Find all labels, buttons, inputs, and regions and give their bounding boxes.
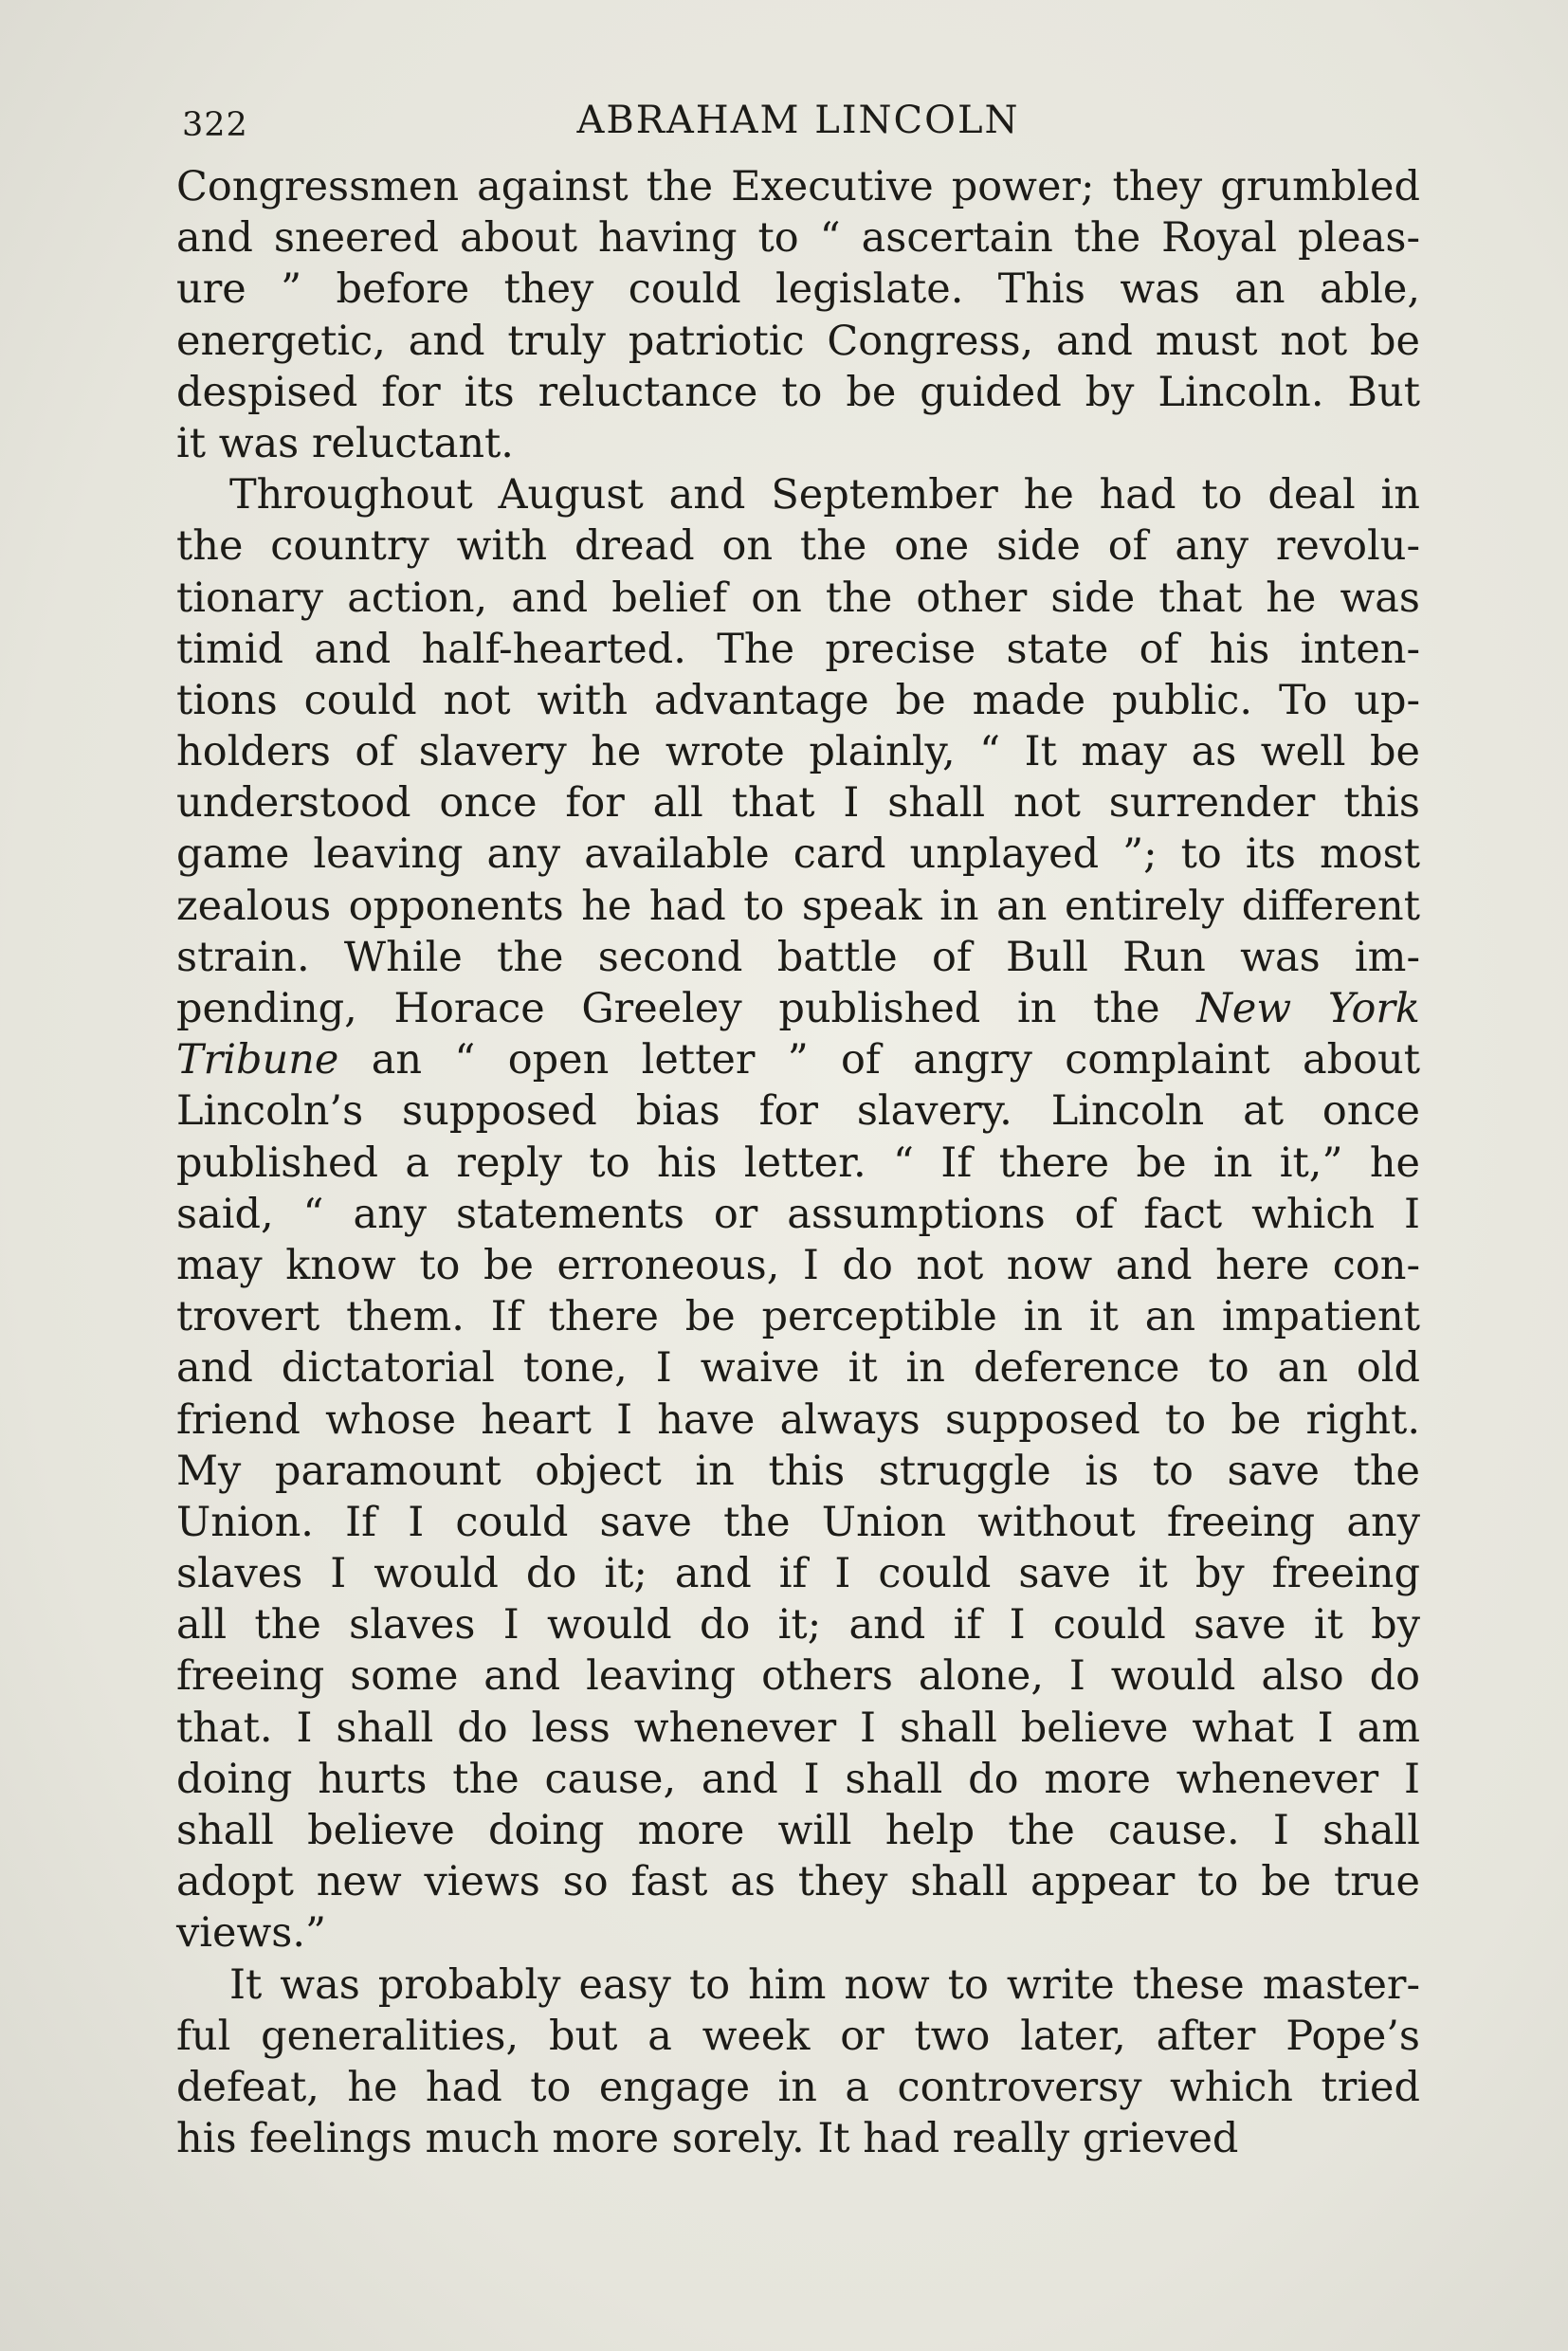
paragraph bbox=[176, 469, 1420, 1959]
text-line: the country with dread on the one side of any revolu- bbox=[176, 522, 1420, 571]
text-line: freeing some and leaving others alone, I would also do bbox=[176, 1652, 1420, 1701]
text-line: ful generalities, but a week or two later, after Pope’s bbox=[176, 2012, 1420, 2060]
text-line: it was reluctant. bbox=[176, 419, 514, 467]
text-line: published a reply to his letter. “ If there be in it,” he bbox=[176, 1139, 1420, 1187]
text-line: despised for its reluctance to be guided by Lincoln. But bbox=[176, 368, 1420, 416]
text-line: friend whose heart I have always supposed to be right. bbox=[176, 1395, 1420, 1444]
text-line: zealous opponents he had to speak in an entirely different bbox=[176, 882, 1420, 930]
text-line: tionary action, and belief on the other side that he was bbox=[176, 574, 1420, 622]
text-line: tions could not with advantage be made public. To up- bbox=[176, 676, 1420, 724]
text-line: and dictatorial tone, I waive it in deference to an old bbox=[176, 1344, 1420, 1393]
text-line: Lincoln’s supposed bias for slavery. Lincoln at once bbox=[176, 1087, 1420, 1136]
text-line: that. I shall do less whenever I shall believe what I am bbox=[176, 1704, 1420, 1752]
text-line: views.” bbox=[176, 1909, 327, 1958]
text-line: trovert them. If there be perceptible in it an impatient bbox=[176, 1293, 1420, 1341]
running-title: ABRAHAM LINCOLN bbox=[576, 99, 1020, 142]
text-line: slaves I would do it; and if I could save it by freeing bbox=[176, 1550, 1420, 1598]
text-line: defeat, he had to engage in a controversy which tried bbox=[176, 2063, 1420, 2111]
running-head bbox=[176, 91, 1420, 148]
text-line: Throughout August and September he had to deal in bbox=[229, 471, 1420, 519]
text-line: may know to be erroneous, I do not now and here con- bbox=[176, 1241, 1420, 1289]
body-text bbox=[176, 161, 1420, 2164]
paragraph bbox=[176, 161, 1420, 469]
book-page bbox=[176, 91, 1420, 2224]
text-line: said, “ any statements or assumptions of fact which I bbox=[176, 1190, 1420, 1238]
text-line: Tribune an “ open letter ” of angry complaint about bbox=[176, 1036, 1420, 1084]
text-line: shall believe doing more will help the cause. I shall bbox=[176, 1807, 1420, 1854]
text-line: ure ” before they could legislate. This was an able, bbox=[176, 265, 1420, 314]
text-line: understood once for all that I shall not surrender this bbox=[176, 779, 1420, 828]
text-line: strain. While the second battle of Bull Run was im- bbox=[176, 933, 1420, 981]
text-line: holders of slavery he wrote plainly, “ It may as well be bbox=[176, 728, 1420, 776]
text-line: all the slaves I would do it; and if I could save it by bbox=[176, 1601, 1420, 1649]
text-line: My paramount object in this struggle is to save the bbox=[176, 1447, 1420, 1495]
text-line: game leaving any available card unplayed ”; to its most bbox=[176, 830, 1420, 879]
text-line: his feelings much more sorely. It had really grieved bbox=[176, 2115, 1239, 2163]
text-line: doing hurts the cause, and I shall do more whenever I bbox=[176, 1755, 1420, 1803]
text-line: and sneered about having to “ ascertain the Royal pleas- bbox=[176, 214, 1420, 263]
text-line: Union. If I could save the Union without freeing any bbox=[176, 1498, 1420, 1546]
text-line: pending, Horace Greeley published in the New York bbox=[176, 985, 1420, 1032]
text-line: timid and half-hearted. The precise state of his inten- bbox=[176, 625, 1420, 673]
text-line: Congressmen against the Executive power; they grumbled bbox=[176, 163, 1420, 210]
paragraph bbox=[176, 1959, 1420, 2165]
text-line: It was probably easy to him now to write these master- bbox=[229, 1960, 1420, 2009]
page-number: 322 bbox=[182, 106, 248, 144]
text-line: energetic, and truly patriotic Congress, and must not be bbox=[176, 317, 1420, 365]
text-line: adopt new views so fast as they shall appear to be true bbox=[176, 1858, 1420, 1906]
